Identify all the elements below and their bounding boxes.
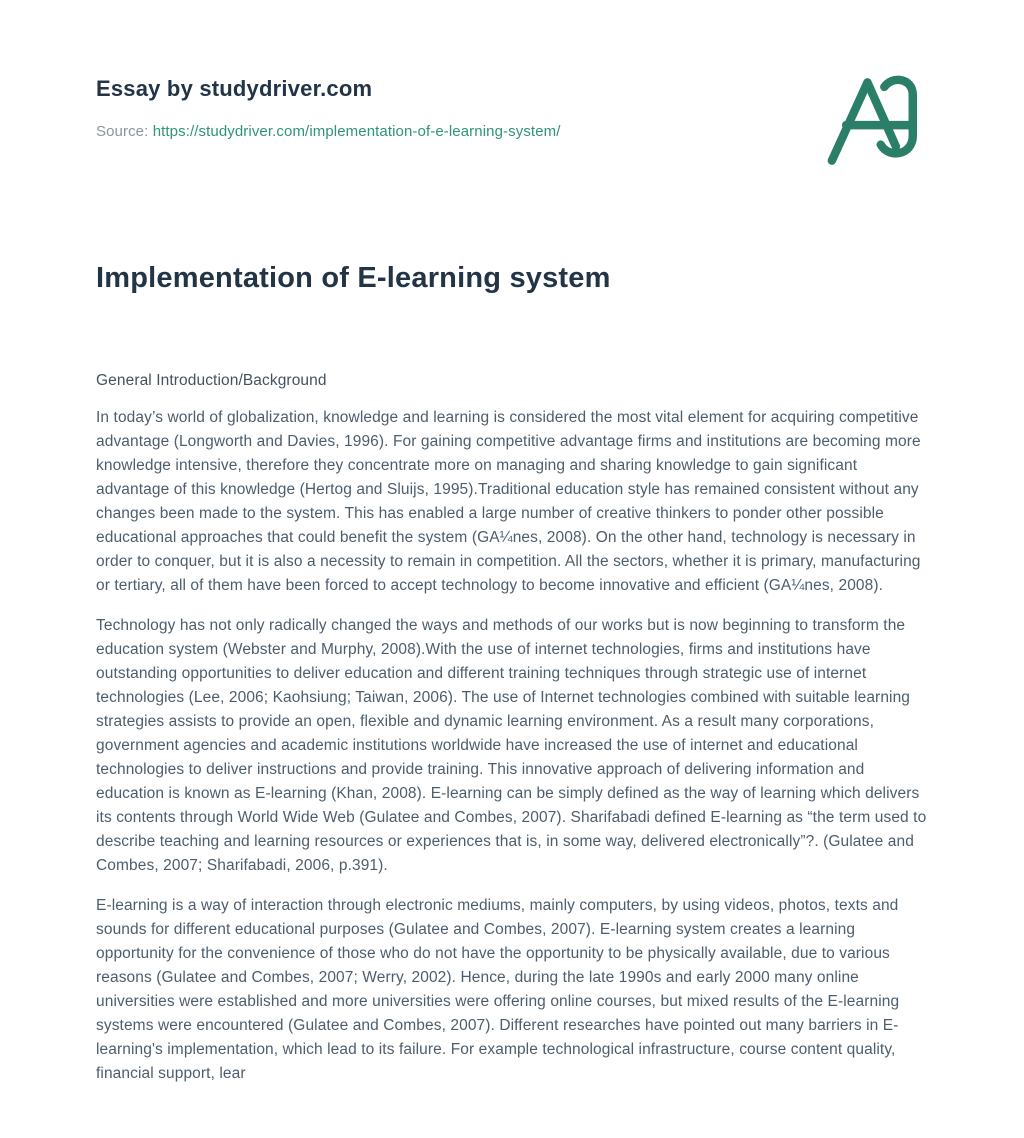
essay-title: Implementation of E-learning system xyxy=(96,262,611,294)
page-header xyxy=(96,0,938,166)
section-heading: General Introduction/Background xyxy=(96,372,327,389)
header-text-block xyxy=(96,76,561,140)
essay-content xyxy=(96,262,928,1086)
paragraph-1: In today’s world of globalization, knowledge and learning is considered the most vital element for acquiring competitive advantage (Longworth and Davies, 1996). For gaining competitive advantage firms and institutions are becoming more knowledge intensive, therefore they concentrate more on managing and sharing knowledge to gain significant advantage of this knowledge (Hertog and Sluijs, 1995).Traditional education style has remained consistent without any changes been made to the system. This has enabled a large number of creative thinkers to ponder other possible educational approaches that could benefit the system (GA¼nes, 2008). On the other hand, technology is necessary in order to conquer, but it is also a necessity to remain in competition. All the sectors, whether it is primary, manufacturing or tertiary, all of them have been forced to accept technology to become innovative and efficient (GA¼nes, 2008). xyxy=(96,409,921,594)
studydriver-logo-icon xyxy=(820,70,938,166)
source-line xyxy=(96,123,561,140)
paragraph-3: E-learning is a way of interaction through electronic mediums, mainly computers, by using videos, photos, texts and sounds for different educational purposes (Gulatee and Combes, 2007). E-learning system creates a learning opportunity for the convenience of those who do not have the opportunity to be physically available, due to various reasons (Gulatee and Combes, 2007; Werry, 2002). Hence, during the late 1990s and early 2000 many online universities were established and more universities were offering online courses, but mixed results of the E-learning systems were encountered (Gulatee and Combes, 2007). Different researches have pointed out many barriers in E-learning's implementation, which lead to its failure. For example technological infrastructure, course content quality, financial support, lear xyxy=(96,897,900,1082)
paragraph-2: Technology has not only radically changed the ways and methods of our works but is now beginning to transform the education system (Webster and Murphy, 2008).With the use of internet technologies, firms and institutions have outstanding opportunities to deliver education and different training techniques through strategic use of internet technologies (Lee, 2006; Kaohsiung; Taiwan, 2006). The use of Internet technologies combined with suitable learning strategies assists to provide an open, flexible and dynamic learning environment. As a result many corporations, government agencies and academic institutions worldwide have increased the use of internet and educational technologies to deliver instructions and provide training. This innovative approach of delivering information and education is known as E-learning (Khan, 2008). E-learning can be simply defined as the way of learning which delivers its contents through World Wide Web (Gulatee and Combes, 2007). Sharifabadi defined E-learning as “the term used to describe teaching and learning resources or experiences that is, in some way, delivered electronically”?. (Gulatee and Combes, 2007; Sharifabadi, 2006, p.391). xyxy=(96,617,927,874)
essay-body xyxy=(96,406,928,1086)
source-label: Source: xyxy=(96,123,149,140)
source-url-link[interactable]: https://studydriver.com/implementation-of-e-learning-system/ xyxy=(152,123,561,140)
site-heading: Essay by studydriver.com xyxy=(96,76,373,101)
